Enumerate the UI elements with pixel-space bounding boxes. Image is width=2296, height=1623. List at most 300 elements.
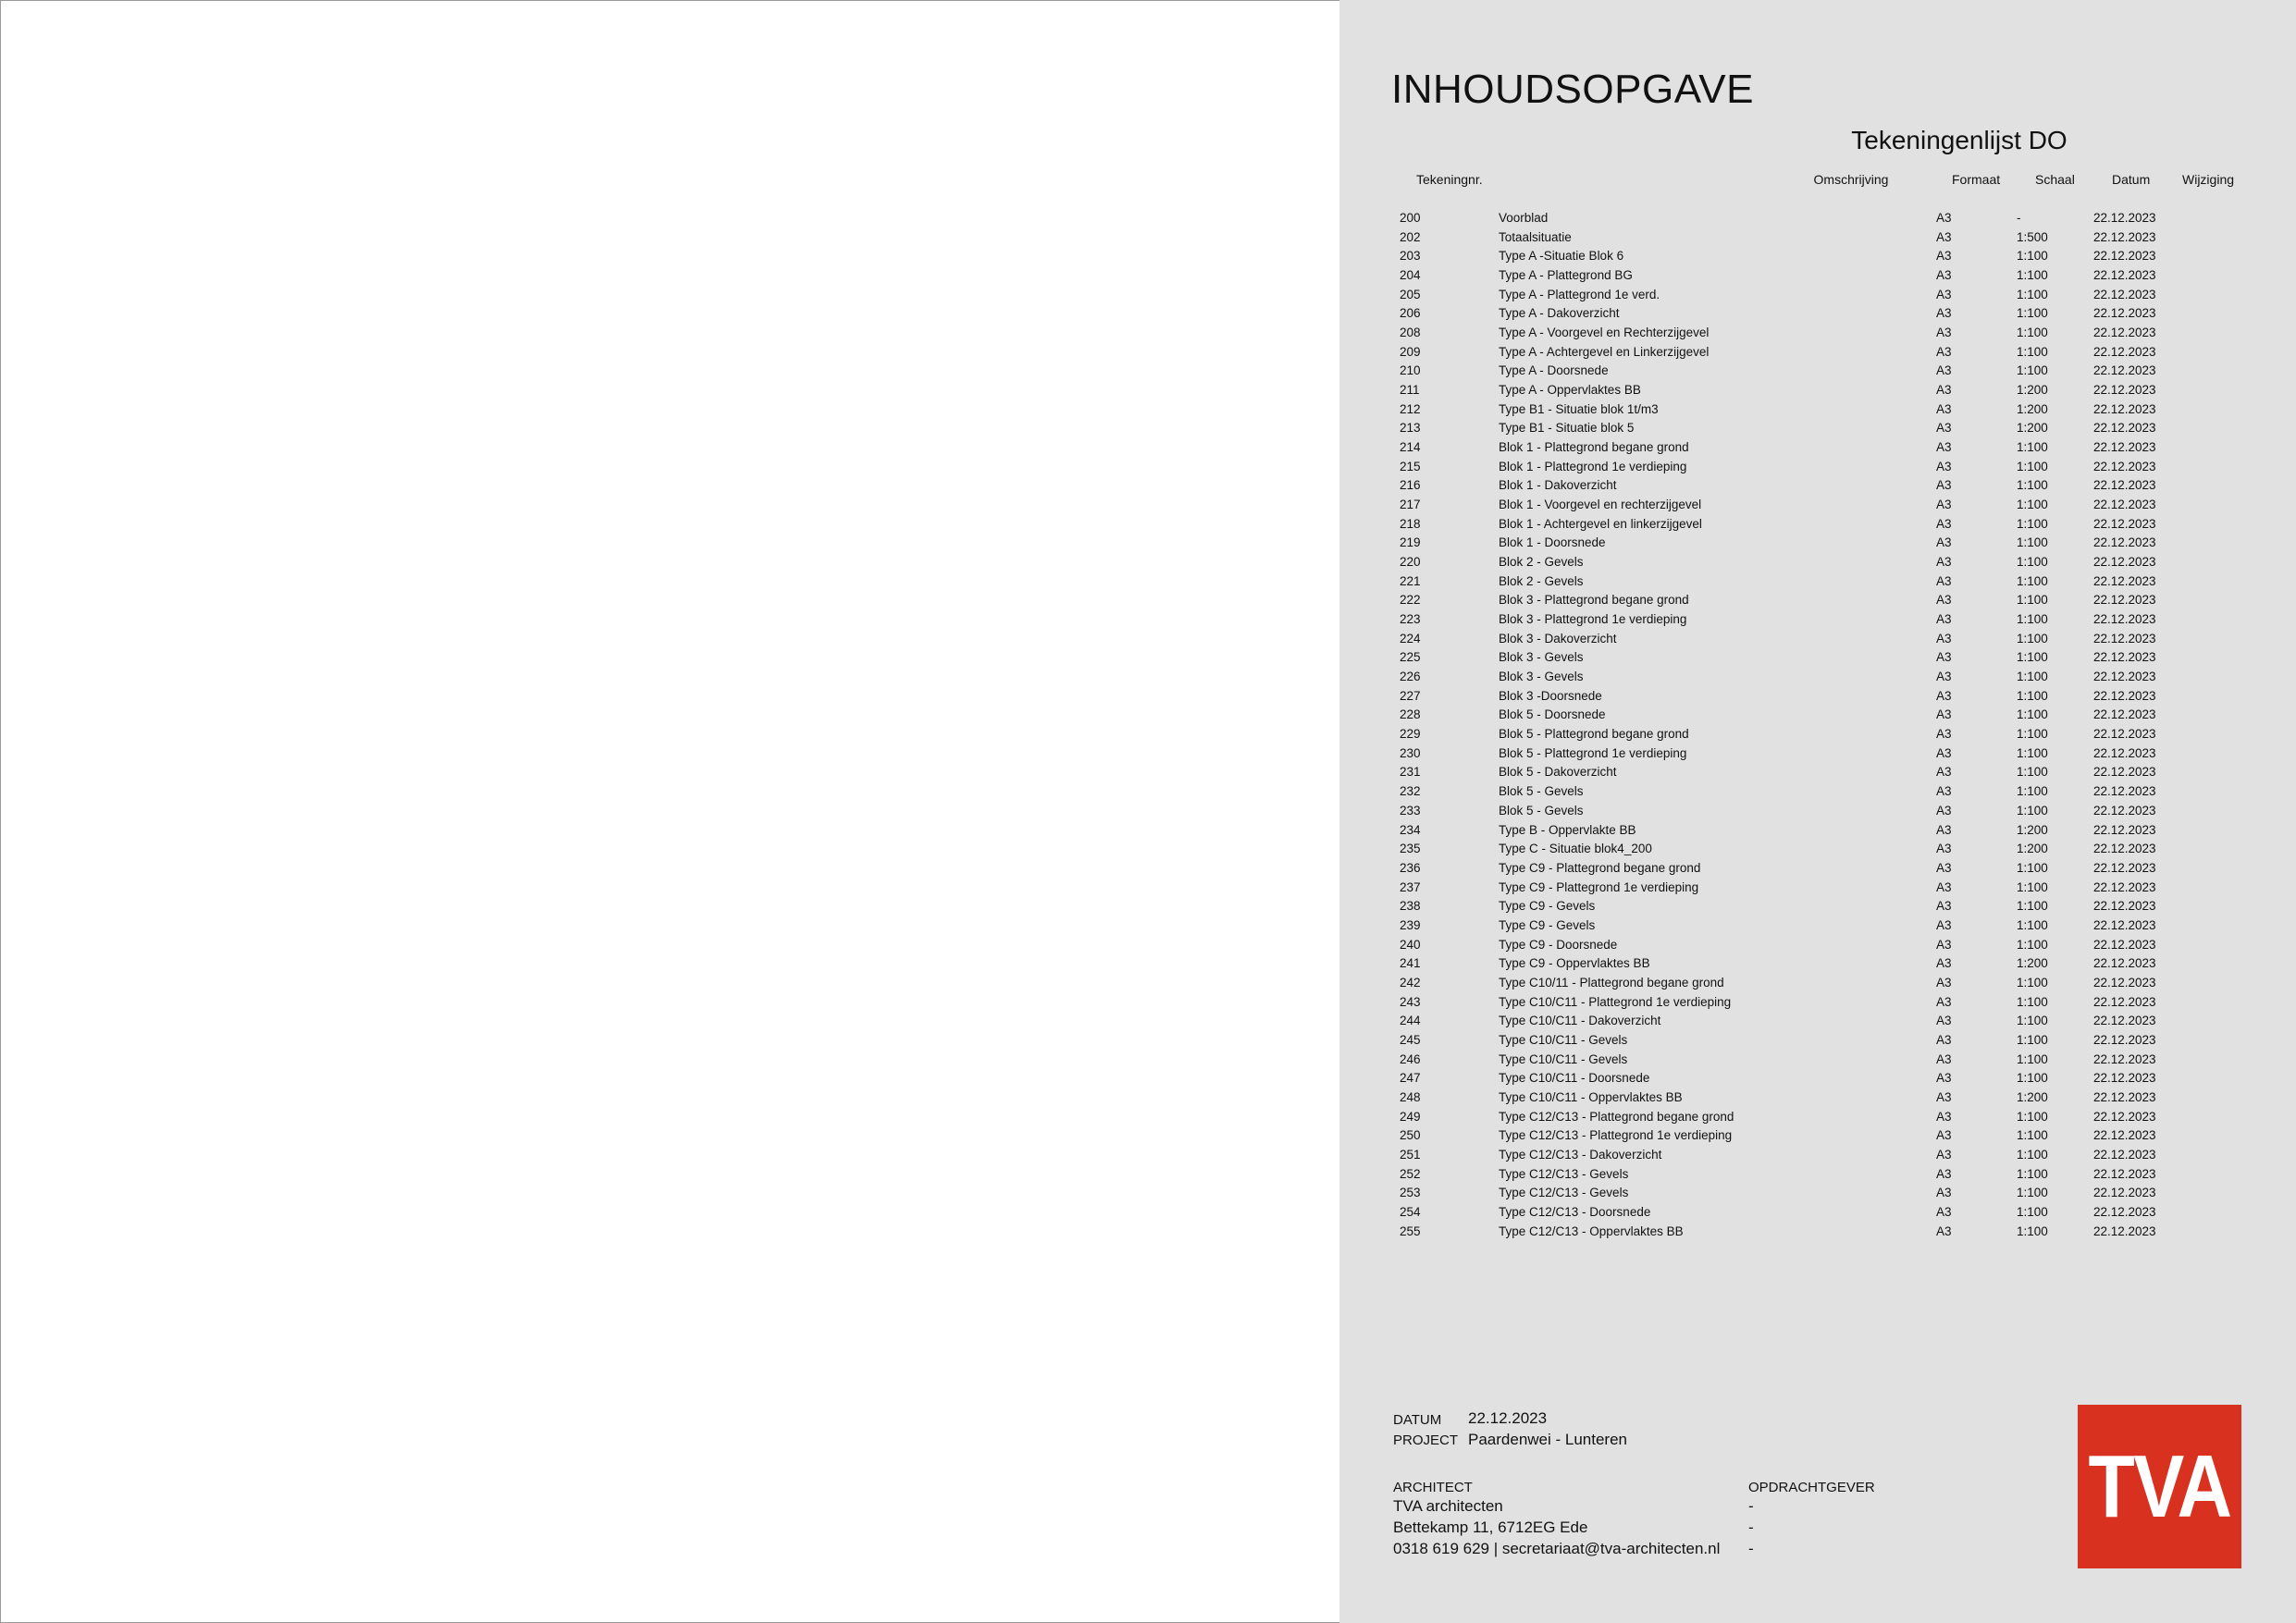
- table-row: [1339, 916, 2296, 936]
- drawing-description: Type C12/C13 - Oppervlaktes BB: [1499, 1223, 1684, 1238]
- drawing-date: 22.12.2023: [2093, 268, 2156, 283]
- drawing-scale: 1:100: [2017, 899, 2048, 914]
- drawing-scale: 1:100: [2017, 344, 2048, 359]
- drawing-format: A3: [1936, 727, 1952, 742]
- drawing-date: 22.12.2023: [2093, 994, 2156, 1009]
- drawing-scale: 1:100: [2017, 745, 2048, 760]
- table-row: [1339, 534, 2296, 553]
- drawing-date: 22.12.2023: [2093, 229, 2156, 244]
- drawing-format: A3: [1936, 784, 1952, 799]
- drawing-description: Type C - Situatie blok4_200: [1499, 842, 1652, 856]
- drawing-description: Blok 2 - Gevels: [1499, 573, 1584, 588]
- drawing-description: Type B1 - Situatie blok 5: [1499, 421, 1635, 436]
- drawing-date: 22.12.2023: [2093, 344, 2156, 359]
- column-header-wijziging: Wijziging: [2182, 172, 2235, 187]
- drawing-list-subtitle: Tekeningenlijst DO: [1851, 126, 2068, 154]
- table-row: [1339, 266, 2296, 286]
- drawing-description: Type B1 - Situatie blok 1t/m3: [1499, 401, 1659, 416]
- drawing-number: 247: [1400, 1071, 1421, 1086]
- drawing-scale: 1:100: [2017, 650, 2048, 665]
- column-header-omschrijving: Omschrijving: [1813, 172, 1889, 187]
- drawing-date: 22.12.2023: [2093, 917, 2156, 932]
- tva-logo: [2078, 1405, 2241, 1568]
- drawing-description: Type C10/C11 - Gevels: [1499, 1051, 1628, 1066]
- drawing-date: 22.12.2023: [2093, 211, 2156, 225]
- drawing-date: 22.12.2023: [2093, 670, 2156, 684]
- drawing-scale: 1:100: [2017, 1071, 2048, 1086]
- drawing-date: 22.12.2023: [2093, 401, 2156, 416]
- table-row: [1339, 897, 2296, 916]
- drawing-description: Type A -Situatie Blok 6: [1499, 249, 1624, 264]
- drawing-date: 22.12.2023: [2093, 745, 2156, 760]
- drawing-date: 22.12.2023: [2093, 573, 2156, 588]
- drawing-date: 22.12.2023: [2093, 459, 2156, 473]
- drawing-number: 224: [1400, 631, 1421, 646]
- table-row: [1339, 419, 2296, 438]
- drawing-description: Blok 3 - Gevels: [1499, 670, 1584, 684]
- table-row: [1339, 993, 2296, 1013]
- drawing-format: A3: [1936, 1128, 1952, 1143]
- drawing-format: A3: [1936, 1109, 1952, 1124]
- drawing-scale: 1:100: [2017, 670, 2048, 684]
- drawing-date: 22.12.2023: [2093, 287, 2156, 301]
- drawing-format: A3: [1936, 1032, 1952, 1047]
- drawing-date: 22.12.2023: [2093, 326, 2156, 340]
- drawing-description: Blok 5 - Dakoverzicht: [1499, 765, 1617, 780]
- drawing-description: Type C12/C13 - Gevels: [1499, 1166, 1629, 1181]
- table-row: [1339, 1031, 2296, 1051]
- drawing-number: 219: [1400, 535, 1421, 550]
- drawing-description: Blok 3 - Plattegrond begane grond: [1499, 593, 1689, 608]
- drawing-date: 22.12.2023: [2093, 498, 2156, 512]
- drawing-format: A3: [1936, 1166, 1952, 1181]
- drawing-date: 22.12.2023: [2093, 612, 2156, 627]
- drawing-date: 22.12.2023: [2093, 650, 2156, 665]
- index-panel: [1339, 0, 2296, 1623]
- drawing-description: Type C9 - Oppervlaktes BB: [1499, 956, 1650, 971]
- drawing-number: 221: [1400, 573, 1421, 588]
- drawing-format: A3: [1936, 535, 1952, 550]
- table-row: [1339, 610, 2296, 630]
- drawing-description: Type A - Plattegrond BG: [1499, 268, 1633, 283]
- drawing-format: A3: [1936, 1186, 1952, 1200]
- drawing-format: A3: [1936, 822, 1952, 837]
- drawing-number: 229: [1400, 727, 1421, 742]
- drawing-format: A3: [1936, 879, 1952, 894]
- table-row: [1339, 840, 2296, 859]
- project-label: PROJECT: [1393, 1432, 1459, 1448]
- project-value: Paardenwei - Lunteren: [1468, 1431, 1628, 1448]
- drawing-date: 22.12.2023: [2093, 1109, 2156, 1124]
- drawing-format: A3: [1936, 401, 1952, 416]
- drawing-scale: 1:100: [2017, 1186, 2048, 1200]
- drawing-format: A3: [1936, 1204, 1952, 1219]
- drawing-description: Type C12/C13 - Dakoverzicht: [1499, 1147, 1662, 1162]
- drawing-scale: 1:100: [2017, 1128, 2048, 1143]
- drawing-number: 223: [1400, 612, 1421, 627]
- drawing-format: A3: [1936, 478, 1952, 493]
- table-row: [1339, 572, 2296, 592]
- drawing-date: 22.12.2023: [2093, 899, 2156, 914]
- table-row: [1339, 802, 2296, 821]
- drawing-scale: 1:100: [2017, 1147, 2048, 1162]
- drawing-format: A3: [1936, 803, 1952, 818]
- table-row: [1339, 343, 2296, 363]
- table-row: [1339, 1108, 2296, 1127]
- drawing-format: A3: [1936, 287, 1952, 301]
- drawing-description: Type A - Oppervlaktes BB: [1499, 383, 1641, 398]
- drawing-number: 226: [1400, 670, 1421, 684]
- drawing-format: A3: [1936, 1014, 1952, 1028]
- table-row: [1339, 782, 2296, 802]
- drawing-format: A3: [1936, 1223, 1952, 1238]
- drawing-date: 22.12.2023: [2093, 440, 2156, 455]
- drawing-date: 22.12.2023: [2093, 879, 2156, 894]
- drawing-number: 227: [1400, 688, 1421, 703]
- drawing-scale: 1:100: [2017, 1204, 2048, 1219]
- drawing-number: 235: [1400, 842, 1421, 856]
- drawing-date: 22.12.2023: [2093, 784, 2156, 799]
- table-row: [1339, 1012, 2296, 1031]
- drawing-format: A3: [1936, 994, 1952, 1009]
- drawing-description: Type A - Dakoverzicht: [1499, 306, 1620, 321]
- drawing-number: 202: [1400, 229, 1421, 244]
- drawing-date: 22.12.2023: [2093, 1204, 2156, 1219]
- drawing-scale: 1:100: [2017, 937, 2048, 952]
- drawing-number: 230: [1400, 745, 1421, 760]
- drawing-date: 22.12.2023: [2093, 478, 2156, 493]
- drawing-format: A3: [1936, 765, 1952, 780]
- drawing-description: Type C9 - Plattegrond 1e verdieping: [1499, 879, 1699, 894]
- drawing-date: 22.12.2023: [2093, 1128, 2156, 1143]
- drawing-scale: 1:100: [2017, 1014, 2048, 1028]
- drawing-description: Blok 5 - Plattegrond 1e verdieping: [1499, 745, 1687, 760]
- table-row: [1339, 936, 2296, 955]
- table-row: [1339, 974, 2296, 993]
- table-row: [1339, 1184, 2296, 1203]
- drawing-description: Type C9 - Plattegrond begane grond: [1499, 860, 1701, 875]
- drawing-scale: 1:100: [2017, 784, 2048, 799]
- drawing-date: 22.12.2023: [2093, 383, 2156, 398]
- drawing-format: A3: [1936, 363, 1952, 378]
- drawing-description: Type A - Plattegrond 1e verd.: [1499, 287, 1660, 301]
- table-row: [1339, 1165, 2296, 1185]
- drawing-number: 243: [1400, 994, 1421, 1009]
- drawing-scale: 1:200: [2017, 1089, 2048, 1104]
- drawing-scale: 1:100: [2017, 707, 2048, 722]
- table-row: [1339, 591, 2296, 610]
- drawing-description: Type C10/C11 - Plattegrond 1e verdieping: [1499, 994, 1732, 1009]
- drawing-scale: 1:100: [2017, 803, 2048, 818]
- drawing-date: 22.12.2023: [2093, 363, 2156, 378]
- table-row: [1339, 1069, 2296, 1088]
- table-row: [1339, 763, 2296, 782]
- drawing-date: 22.12.2023: [2093, 535, 2156, 550]
- drawing-format: A3: [1936, 555, 1952, 570]
- drawing-number: 244: [1400, 1014, 1421, 1028]
- table-row: [1339, 247, 2296, 266]
- drawing-date: 22.12.2023: [2093, 1147, 2156, 1162]
- drawing-scale: 1:100: [2017, 478, 2048, 493]
- drawing-description: Type C10/C11 - Dakoverzicht: [1499, 1014, 1661, 1028]
- table-row: [1339, 954, 2296, 974]
- drawing-date: 22.12.2023: [2093, 421, 2156, 436]
- drawing-description: Type C9 - Gevels: [1499, 899, 1596, 914]
- table-row: [1339, 1203, 2296, 1223]
- drawing-description: Blok 1 - Doorsnede: [1499, 535, 1606, 550]
- drawing-description: Voorblad: [1499, 211, 1549, 225]
- drawing-date: 22.12.2023: [2093, 956, 2156, 971]
- table-row: [1339, 362, 2296, 381]
- drawing-scale: 1:100: [2017, 498, 2048, 512]
- drawing-description: Blok 5 - Gevels: [1499, 784, 1584, 799]
- opdrachtgever-label: OPDRACHTGEVER: [1748, 1480, 1875, 1495]
- drawing-format: A3: [1936, 306, 1952, 321]
- drawing-date: 22.12.2023: [2093, 1051, 2156, 1066]
- drawing-scale: 1:100: [2017, 573, 2048, 588]
- drawing-format: A3: [1936, 344, 1952, 359]
- drawing-description: Blok 1 - Voorgevel en rechterzijgevel: [1499, 498, 1702, 512]
- drawing-number: 233: [1400, 803, 1421, 818]
- drawing-scale: 1:100: [2017, 612, 2048, 627]
- drawing-description: Type C12/C13 - Plattegrond 1e verdieping: [1499, 1128, 1733, 1143]
- architect-contact: 0318 619 629 | secretariaat@tva-architecten.nl: [1393, 1540, 1721, 1557]
- drawing-format: A3: [1936, 326, 1952, 340]
- drawing-description: Type C10/11 - Plattegrond begane grond: [1499, 975, 1724, 990]
- drawing-format: A3: [1936, 573, 1952, 588]
- drawing-format: A3: [1936, 631, 1952, 646]
- drawing-description: Blok 2 - Gevels: [1499, 555, 1584, 570]
- drawing-scale: -: [2017, 211, 2021, 225]
- drawing-scale: 1:500: [2017, 229, 2048, 244]
- table-row: [1339, 324, 2296, 343]
- column-header-nr: Tekeningnr.: [1416, 172, 1483, 187]
- drawing-number: 217: [1400, 498, 1421, 512]
- drawing-scale: 1:100: [2017, 287, 2048, 301]
- drawing-number: 225: [1400, 650, 1421, 665]
- drawing-number: 232: [1400, 784, 1421, 799]
- drawing-number: 234: [1400, 822, 1421, 837]
- drawing-format: A3: [1936, 440, 1952, 455]
- drawing-scale: 1:100: [2017, 727, 2048, 742]
- drawing-description: Blok 1 - Plattegrond begane grond: [1499, 440, 1689, 455]
- drawing-description: Type A - Doorsnede: [1499, 363, 1609, 378]
- drawing-date: 22.12.2023: [2093, 631, 2156, 646]
- drawing-description: Blok 5 - Plattegrond begane grond: [1499, 727, 1689, 742]
- drawing-description: Blok 5 - Gevels: [1499, 803, 1584, 818]
- drawing-scale: 1:200: [2017, 383, 2048, 398]
- drawing-format: A3: [1936, 860, 1952, 875]
- drawing-format: A3: [1936, 842, 1952, 856]
- drawing-format: A3: [1936, 1089, 1952, 1104]
- drawing-number: 206: [1400, 306, 1421, 321]
- drawing-number: 250: [1400, 1128, 1421, 1143]
- drawing-scale: 1:100: [2017, 363, 2048, 378]
- table-row: [1339, 821, 2296, 841]
- table-row: [1339, 1126, 2296, 1146]
- drawing-scale: 1:100: [2017, 917, 2048, 932]
- table-row: [1339, 879, 2296, 898]
- drawing-scale: 1:100: [2017, 535, 2048, 550]
- drawing-scale: 1:100: [2017, 860, 2048, 875]
- drawing-description: Blok 1 - Dakoverzicht: [1499, 478, 1617, 493]
- drawing-number: 237: [1400, 879, 1421, 894]
- table-row: [1339, 286, 2296, 305]
- architect-name: TVA architecten: [1393, 1497, 1503, 1515]
- drawing-date: 22.12.2023: [2093, 1014, 2156, 1028]
- page-title: INHOUDSOPGAVE: [1391, 67, 1754, 112]
- table-row: [1339, 706, 2296, 725]
- drawing-scale: 1:100: [2017, 1109, 2048, 1124]
- drawing-date: 22.12.2023: [2093, 516, 2156, 531]
- drawing-format: A3: [1936, 612, 1952, 627]
- drawing-number: 214: [1400, 440, 1421, 455]
- table-row: [1339, 687, 2296, 707]
- drawing-date: 22.12.2023: [2093, 1089, 2156, 1104]
- drawing-date: 22.12.2023: [2093, 306, 2156, 321]
- drawing-scale: 1:100: [2017, 1223, 2048, 1238]
- drawing-format: A3: [1936, 229, 1952, 244]
- drawing-format: A3: [1936, 1147, 1952, 1162]
- drawing-number: 209: [1400, 344, 1421, 359]
- drawing-description: Type C10/C11 - Gevels: [1499, 1032, 1628, 1047]
- drawing-description: Type A - Achtergevel en Linkerzijgevel: [1499, 344, 1710, 359]
- datum-value: 22.12.2023: [1468, 1409, 1548, 1427]
- drawing-format: A3: [1936, 975, 1952, 990]
- table-row: [1339, 458, 2296, 477]
- drawing-scale: 1:100: [2017, 306, 2048, 321]
- drawing-date: 22.12.2023: [2093, 249, 2156, 264]
- architect-address: Bettekamp 11, 6712EG Ede: [1393, 1518, 1588, 1536]
- drawing-number: 248: [1400, 1089, 1421, 1104]
- table-row: [1339, 744, 2296, 764]
- drawing-scale: 1:100: [2017, 1032, 2048, 1047]
- drawing-description: Blok 5 - Doorsnede: [1499, 707, 1606, 722]
- drawing-description: Blok 1 - Plattegrond 1e verdieping: [1499, 459, 1687, 473]
- opdrachtgever-line-1: -: [1748, 1497, 1754, 1515]
- drawing-format: A3: [1936, 670, 1952, 684]
- drawing-scale: 1:100: [2017, 975, 2048, 990]
- drawing-description: Blok 3 - Gevels: [1499, 650, 1584, 665]
- drawing-scale: 1:200: [2017, 822, 2048, 837]
- drawing-date: 22.12.2023: [2093, 765, 2156, 780]
- drawing-number: 236: [1400, 860, 1421, 875]
- drawing-number: 216: [1400, 478, 1421, 493]
- drawing-date: 22.12.2023: [2093, 1186, 2156, 1200]
- drawing-format: A3: [1936, 707, 1952, 722]
- drawing-format: A3: [1936, 917, 1952, 932]
- drawing-description: Type C9 - Gevels: [1499, 917, 1596, 932]
- drawing-number: 215: [1400, 459, 1421, 473]
- drawing-scale: 1:100: [2017, 1166, 2048, 1181]
- drawing-number: 200: [1400, 211, 1421, 225]
- table-row: [1339, 1146, 2296, 1165]
- drawing-number: 205: [1400, 287, 1421, 301]
- drawing-number: 255: [1400, 1223, 1421, 1238]
- table-row: [1339, 228, 2296, 248]
- drawing-description: Type C10/C11 - Doorsnede: [1499, 1071, 1650, 1086]
- table-row: [1339, 209, 2296, 228]
- drawing-number: 231: [1400, 765, 1421, 780]
- drawing-scale: 1:100: [2017, 688, 2048, 703]
- drawing-description: Blok 3 - Dakoverzicht: [1499, 631, 1617, 646]
- drawing-description: Blok 3 - Plattegrond 1e verdieping: [1499, 612, 1687, 627]
- drawing-description: Type C12/C13 - Doorsnede: [1499, 1204, 1651, 1219]
- drawing-number: 211: [1400, 383, 1420, 398]
- drawing-format: A3: [1936, 211, 1952, 225]
- drawing-number: 228: [1400, 707, 1421, 722]
- table-row: [1339, 725, 2296, 744]
- drawing-date: 22.12.2023: [2093, 1166, 2156, 1181]
- drawing-number: 254: [1400, 1204, 1421, 1219]
- drawing-scale: 1:200: [2017, 401, 2048, 416]
- drawing-date: 22.12.2023: [2093, 1223, 2156, 1238]
- drawing-format: A3: [1936, 421, 1952, 436]
- drawing-date: 22.12.2023: [2093, 822, 2156, 837]
- drawing-number: 212: [1400, 401, 1421, 416]
- drawing-number: 245: [1400, 1032, 1421, 1047]
- drawing-date: 22.12.2023: [2093, 860, 2156, 875]
- drawing-description: Type C10/C11 - Oppervlaktes BB: [1499, 1089, 1683, 1104]
- drawing-format: A3: [1936, 937, 1952, 952]
- drawing-scale: 1:100: [2017, 249, 2048, 264]
- drawing-number: 239: [1400, 917, 1421, 932]
- drawing-date: 22.12.2023: [2093, 555, 2156, 570]
- table-row: [1339, 515, 2296, 535]
- table-row: [1339, 476, 2296, 496]
- drawing-scale: 1:100: [2017, 268, 2048, 283]
- drawing-scale: 1:100: [2017, 994, 2048, 1009]
- drawing-scale: 1:100: [2017, 879, 2048, 894]
- drawing-description: Totaalsituatie: [1499, 229, 1572, 244]
- drawing-number: 238: [1400, 899, 1421, 914]
- drawing-scale: 1:100: [2017, 440, 2048, 455]
- drawing-format: A3: [1936, 383, 1952, 398]
- drawing-format: A3: [1936, 899, 1952, 914]
- drawing-scale: 1:100: [2017, 1051, 2048, 1066]
- table-row: [1339, 668, 2296, 687]
- drawing-date: 22.12.2023: [2093, 842, 2156, 856]
- drawing-description: Type B - Oppervlakte BB: [1499, 822, 1636, 837]
- drawing-scale: 1:100: [2017, 765, 2048, 780]
- drawing-number: 251: [1400, 1147, 1421, 1162]
- table-row: [1339, 648, 2296, 668]
- table-row: [1339, 496, 2296, 515]
- drawing-scale: 1:100: [2017, 516, 2048, 531]
- drawing-format: A3: [1936, 650, 1952, 665]
- drawing-scale: 1:100: [2017, 631, 2048, 646]
- drawing-format: A3: [1936, 268, 1952, 283]
- drawing-scale: 1:200: [2017, 842, 2048, 856]
- drawing-scale: 1:100: [2017, 555, 2048, 570]
- table-row: [1339, 381, 2296, 400]
- opdrachtgever-line-2: -: [1748, 1518, 1754, 1536]
- drawing-number: 203: [1400, 249, 1421, 264]
- drawing-number: 204: [1400, 268, 1421, 283]
- drawing-format: A3: [1936, 498, 1952, 512]
- drawing-number: 210: [1400, 363, 1421, 378]
- table-row: [1339, 304, 2296, 324]
- column-header-schaal: Schaal: [2035, 172, 2075, 187]
- drawing-format: A3: [1936, 1071, 1952, 1086]
- table-row: [1339, 630, 2296, 649]
- architect-label: ARCHITECT: [1393, 1480, 1473, 1495]
- drawing-date: 22.12.2023: [2093, 975, 2156, 990]
- tva-logo-text: TVA: [2088, 1436, 2231, 1536]
- drawing-date: 22.12.2023: [2093, 1071, 2156, 1086]
- drawing-scale: 1:100: [2017, 459, 2048, 473]
- drawing-date: 22.12.2023: [2093, 937, 2156, 952]
